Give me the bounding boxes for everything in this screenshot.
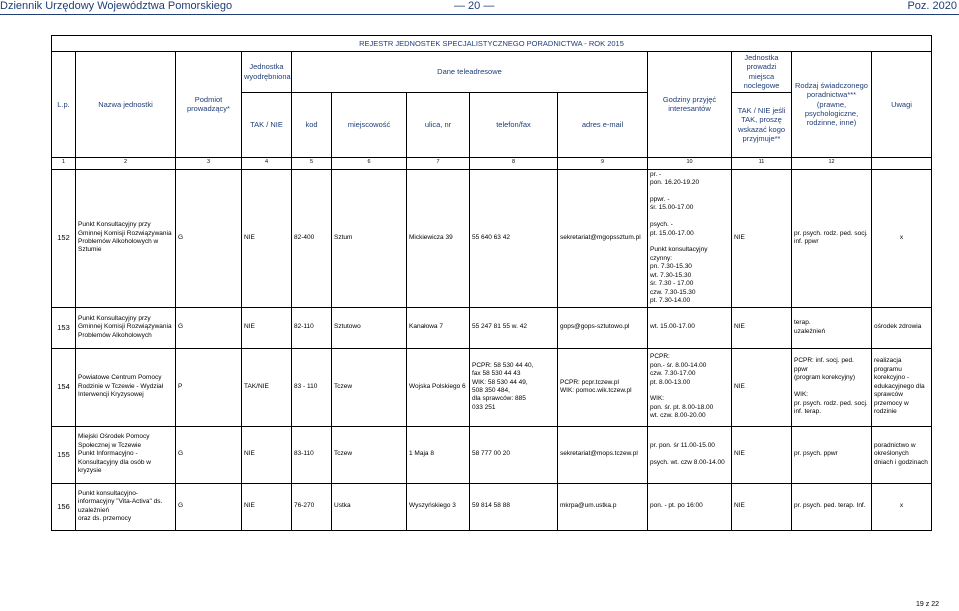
row-lp: 156 (52, 483, 76, 530)
row-type: terap. uzależnień (792, 307, 872, 348)
table-row (52, 169, 932, 307)
num-10: 10 (648, 157, 732, 169)
row-nocleg: NIE (732, 426, 792, 483)
page-number: — 20 — (454, 0, 495, 12)
row-email: PCPR: pcpr.tczew.pl WIK: pomoc.wik.tczew.pl (558, 348, 648, 426)
row-entity: G (176, 169, 242, 307)
row-hours: pr. - pon. 16.20-19.20 ppwr. - śr. 15.00-17.00 psych. - pt. 15.00-17.00 Punkt konsultacyjny czynny: pn. 7.30-15.30 wt. 7.30-15.30 śr. 7.30 - 17.00 czw. 7.30-15.30 pt. 7.30-14.00 (648, 169, 732, 307)
row-hours: pr. pon. śr 11.00-15.00 psych. wt. czw 8.00-14.00 (648, 426, 732, 483)
num-1: 1 (52, 157, 76, 169)
col-hours: Godziny przyjęć interesantów (648, 52, 732, 158)
row-remarks: x (872, 169, 932, 307)
header-rule (0, 14, 959, 15)
num-5: 5 (292, 157, 332, 169)
row-entity: P (176, 348, 242, 426)
row-lp: 154 (52, 348, 76, 426)
col-lp: L.p. (52, 52, 76, 158)
row-name: Punkt konsultacyjno-informacyjny "Vita-Activa" ds. uzależnień oraz ds. przemocy (76, 483, 176, 530)
col-email: adres e-mail (558, 92, 648, 157)
num-13 (872, 157, 932, 169)
col-wyodrebniona-sub: TAK / NIE (242, 92, 292, 157)
table-row (52, 348, 932, 426)
row-kod: 83 - 110 (292, 348, 332, 426)
row-miejscowosc: Tczew (332, 348, 407, 426)
col-miejscowosc: miejscowość (332, 92, 407, 157)
row-lp: 153 (52, 307, 76, 348)
row-ulica: Wyszyńskiego 3 (407, 483, 470, 530)
row-wyodrebniona: TAK/NIE (242, 348, 292, 426)
row-kod: 82-400 (292, 169, 332, 307)
page-footer: 19 z 22 (916, 601, 939, 608)
row-wyodrebniona: NIE (242, 483, 292, 530)
row-ulica: 1 Maja 8 (407, 426, 470, 483)
row-miejscowosc: Sztutowo (332, 307, 407, 348)
row-remarks: ośrodek zdrowia (872, 307, 932, 348)
row-ulica: Wojska Polskiego 6 (407, 348, 470, 426)
table-row (52, 307, 932, 348)
row-name: Miejski Ośrodek Pomocy Społecznej w Tczewie Punkt Informacyjno - Konsultacyjny dla osób w kryzysie (76, 426, 176, 483)
num-8: 8 (470, 157, 558, 169)
num-11: 11 (732, 157, 792, 169)
row-email: mkrpa@um.ustka.p (558, 483, 648, 530)
row-miejscowosc: Sztum (332, 169, 407, 307)
row-nocleg: NIE (732, 169, 792, 307)
row-hours: wt. 15.00-17.00 (648, 307, 732, 348)
page-header (0, 0, 959, 13)
row-ulica: Mickiewicza 39 (407, 169, 470, 307)
row-miejscowosc: Ustka (332, 483, 407, 530)
col-contact-group: Dane teleadresowe (292, 52, 648, 93)
row-nocleg: NIE (732, 348, 792, 426)
row-name: Punkt Konsultacyjny przy Gminnej Komisji Rozwiązywania Problemów Alkoholowych w Sztumie (76, 169, 176, 307)
col-nocleg-sub: TAK / NIE jeśli TAK, proszę wskazać kogo przyjmuje** (732, 92, 792, 157)
num-4: 4 (242, 157, 292, 169)
row-remarks: poradnictwo w określonych dniach i godzinach (872, 426, 932, 483)
row-ulica: Kanałowa 7 (407, 307, 470, 348)
row-miejscowosc: Tczew (332, 426, 407, 483)
num-6: 6 (332, 157, 407, 169)
row-telefon: 58 777 00 20 (470, 426, 558, 483)
row-telefon: PCPR: 58 530 44 40, fax 58 530 44 43 WIK: 58 530 44 49, 508 350 484, dla sprawców: 885 033 251 (470, 348, 558, 426)
row-name: Powiatowe Centrum Pomocy Rodzinie w Tczewie - Wydział Interwencji Kryzysowej (76, 348, 176, 426)
col-name: Nazwa jednostki (76, 52, 176, 158)
num-12: 12 (792, 157, 872, 169)
row-telefon: 59 814 58 88 (470, 483, 558, 530)
row-remarks: realizacja programu korekcyjno - edukacyjnego dla sprawców przemocy w rodzinie (872, 348, 932, 426)
row-type: pr. psych. rodz. ped. socj. inf. ppwr (792, 169, 872, 307)
table-row (52, 426, 932, 483)
journal-title: Dziennik Urzędowy Województwa Pomorskiego (0, 0, 233, 12)
row-wyodrebniona: NIE (242, 169, 292, 307)
num-7: 7 (407, 157, 470, 169)
row-kod: 82-110 (292, 307, 332, 348)
row-hours: PCPR: pon.- śr. 8.00-14.00 czw. 7.30-17.00 pt. 8.00-13.00 WIK: pon. śr. pt. 8.00-18.00 wt. czw. 8.00-20.00 (648, 348, 732, 426)
col-entity: Podmiot prowadzący* (176, 52, 242, 158)
col-telefon: telefon/fax (470, 92, 558, 157)
row-lp: 155 (52, 426, 76, 483)
row-remarks: x (872, 483, 932, 530)
row-wyodrebniona: NIE (242, 307, 292, 348)
register-title: REJESTR JEDNOSTEK SPECJALISTYCZNEGO PORADNICTWA - ROK 2015 (52, 36, 932, 52)
num-3: 3 (176, 157, 242, 169)
table-row (52, 483, 932, 530)
row-email: sekretariat@mops.tczew.pl (558, 426, 648, 483)
row-nocleg: NIE (732, 483, 792, 530)
col-kod: kod (292, 92, 332, 157)
col-ulica: ulica, nr (407, 92, 470, 157)
col-nocleg: Jednostka prowadzi miejsca noclegowe (732, 52, 792, 93)
row-entity: G (176, 426, 242, 483)
num-9: 9 (558, 157, 648, 169)
col-type: Rodzaj świadczonego poradnictwa*** (prawne, psychologiczne, rodzinne, inne) (792, 52, 872, 158)
row-telefon: 55 640 63 42 (470, 169, 558, 307)
row-type: pr. psych. ppwr (792, 426, 872, 483)
row-entity: G (176, 307, 242, 348)
row-kod: 83-110 (292, 426, 332, 483)
col-remarks: Uwagi (872, 52, 932, 158)
row-nocleg: NIE (732, 307, 792, 348)
row-email: sekretariat@mgopssztum.pl (558, 169, 648, 307)
row-lp: 152 (52, 169, 76, 307)
row-hours: pon. - pt. po 16:00 (648, 483, 732, 530)
row-name: Punkt Konsultacyjny przy Gminnej Komisji Rozwiązywania Problemów Alkoholowych (76, 307, 176, 348)
row-wyodrebniona: NIE (242, 426, 292, 483)
row-type: pr. psych. ped. terap. Inf. (792, 483, 872, 530)
col-wyodrebniona: Jednostka wyodrębniona (242, 52, 292, 93)
row-kod: 76-270 (292, 483, 332, 530)
register-table (51, 35, 932, 531)
row-entity: G (176, 483, 242, 530)
column-numbers-row (52, 157, 932, 169)
row-email: gops@gops-sztutowo.pl (558, 307, 648, 348)
row-telefon: 55 247 81 55 w. 42 (470, 307, 558, 348)
row-type: PCPR: inf. socj. ped. ppwr (program korekcyjny) WIK: pr. psych. rodz. ped. socj. inf. terap. (792, 348, 872, 426)
num-2: 2 (76, 157, 176, 169)
position-number: Poz. 2020 (907, 0, 957, 12)
